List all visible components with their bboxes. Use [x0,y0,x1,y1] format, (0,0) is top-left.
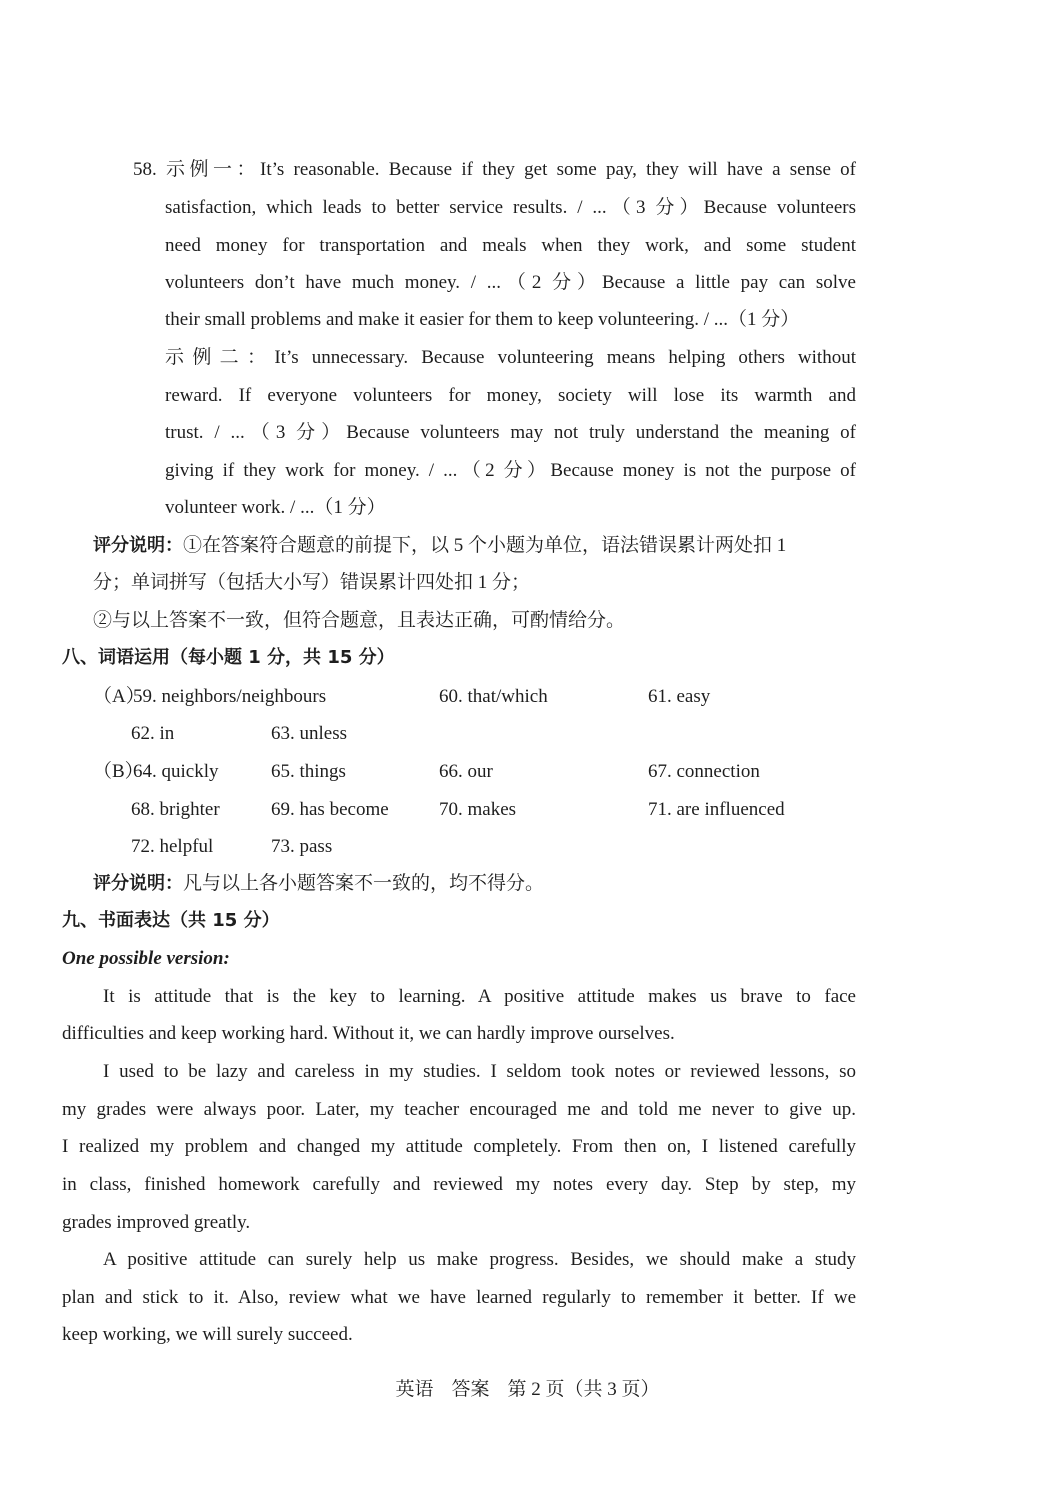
q58-line-1: 58. 示例一：It’s reasonable. Because if they get some pay, they will have a sense of [133,159,856,180]
q58-line-6: 示例二：It’s unnecessary. Because volunteering means helping others without [165,347,856,368]
answer-72: 72. helpful [131,836,214,857]
essay-line-7: grades improved greatly. [62,1212,251,1233]
answer-62: 62. in [131,723,175,744]
answer-60: 60. that/which [439,686,548,707]
answer-73: 73. pass [271,836,333,857]
page-footer [0,1378,1055,1402]
grading-note-1-line-3: ②与以上答案不一致，但符合题意，且表达正确，可酌情给分。 [93,610,626,631]
section8-heading: 八、词语运用（每小题 1 分，共 15 分） [62,647,395,668]
section8-grading-note [93,872,544,896]
q58-line-2: satisfaction, which leads to better service results. / ...（3 分）Because volunteers [165,197,856,218]
version-label: One possible version: [62,948,230,969]
essay-line-3: I used to be lazy and careless in my studies. I seldom took notes or reviewed lessons, so [103,1061,856,1082]
answer-59: 59. neighbors/neighbours [133,686,327,707]
section8-note-text: 凡与以上各小题答案不一致的，均不得分。 [183,873,545,894]
section8-b-label: （B） [93,761,144,782]
answer-71: 71. are influenced [648,799,785,820]
essay-line-10: keep working, we will surely succeed. [62,1324,353,1345]
answer-64: 64. quickly [133,761,219,782]
footer-page-number: 第 2 页（共 3 页） [507,1379,660,1400]
q58-line-7: reward. If everyone volunteers for money, society will lose its warmth and [165,385,856,406]
grading-note-1-line-1 [93,534,856,558]
answer-61: 61. easy [648,686,711,707]
grading-note-1-line-2: 分；单词拼写（包括大小写）错误累计四处扣 1 分； [93,572,531,593]
grading-note-1-text: ①在答案符合题意的前提下，以 5 个小题为单位，语法错误累计两处扣 1 [183,535,787,556]
section9-heading: 九、书面表达（共 15 分） [62,910,280,931]
answer-63: 63. unless [271,723,347,744]
essay-line-6: in class, finished homework carefully and reviewed my notes every day. Step by step, my [62,1174,856,1195]
section8-note-label: 评分说明： [93,873,183,894]
answer-68: 68. brighter [131,799,220,820]
q58-line-8: trust. / ...（3 分）Because volunteers may not truly understand the meaning of [165,422,856,443]
q58-line-3: need money for transportation and meals when they work, and some student [165,235,856,256]
q58-line-10: volunteer work. / ...（1 分） [165,497,386,518]
grading-note-label: 评分说明： [93,535,183,556]
section8-a-label: （A） [93,686,145,707]
footer-subject: 英语 [395,1379,434,1400]
essay-line-4: my grades were always poor. Later, my teacher encouraged me and told me never to give up. [62,1099,856,1120]
answer-67: 67. connection [648,761,760,782]
essay-line-5: I realized my problem and changed my attitude completely. From then on, I listened carefully [62,1136,856,1157]
q58-line-9: giving if they work for money. / ...（2 分）Because money is not the purpose of [165,460,856,481]
essay-line-2: difficulties and keep working hard. Without it, we can hardly improve ourselves. [62,1023,675,1044]
answer-70: 70. makes [439,799,517,820]
essay-line-8: A positive attitude can surely help us make progress. Besides, we should make a study [103,1249,856,1270]
footer-type: 答案 [451,1379,490,1400]
essay-line-1: It is attitude that is the key to learning. A positive attitude makes us brave to face [103,986,856,1007]
answer-65: 65. things [271,761,346,782]
q58-line-4: volunteers don’t have much money. / ...（2 分）Because a little pay can solve [165,272,856,293]
q58-line-5: their small problems and make it easier for them to keep volunteering. / ...（1 分） [165,309,800,330]
answer-66: 66. our [439,761,493,782]
answer-69: 69. has become [271,799,389,820]
essay-line-9: plan and stick to it. Also, review what we have learned regularly to remember it better. If we [62,1287,856,1308]
